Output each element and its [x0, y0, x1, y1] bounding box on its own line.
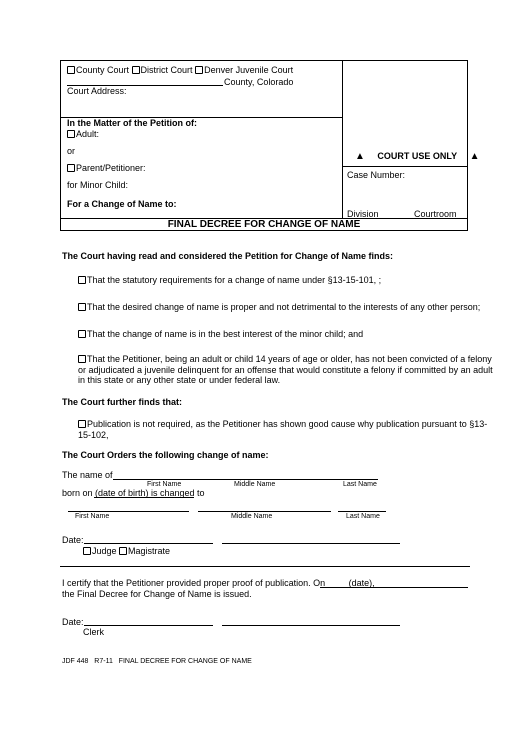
born-on-label: born on: [62, 488, 93, 498]
certify-text-2: the Final Decree for Change of Name is issued.: [62, 589, 252, 599]
new-middle-name-caption: Middle Name: [231, 513, 273, 520]
signature-date-label: Date:: [62, 535, 84, 545]
judge-checkbox[interactable]: [83, 547, 91, 555]
clerk-signature-line[interactable]: [222, 625, 400, 626]
court-address-label: Court Address:: [67, 86, 127, 96]
finding-checkbox[interactable]: [78, 303, 86, 311]
finding-item-best-interest[interactable]: That the change of name is in the best interest of the minor child; and: [78, 329, 490, 339]
caption-divider: [342, 60, 343, 218]
current-name-line[interactable]: [113, 479, 378, 480]
new-first-name-line[interactable]: [68, 511, 189, 512]
division-label: Division: [347, 209, 379, 219]
minor-child-label: for Minor Child:: [67, 180, 129, 190]
magistrate-option[interactable]: Magistrate: [119, 546, 170, 556]
or-label: or: [67, 146, 76, 156]
courtroom-label: Courtroom: [414, 209, 457, 219]
county-court-option[interactable]: County Court: [67, 65, 129, 75]
court-use-only: ▲ COURT USE ONLY ▲: [355, 151, 480, 162]
magistrate-checkbox[interactable]: [119, 547, 127, 555]
adult-option[interactable]: Adult:: [67, 129, 99, 139]
judge-option[interactable]: Judge: [83, 546, 117, 556]
publication-date-placeholder: (date),: [348, 578, 375, 588]
court-options: [67, 65, 293, 75]
case-number-label: Case Number:: [347, 170, 406, 180]
clerk-date-label: Date:: [62, 617, 84, 627]
new-last-name-caption: Last Name: [346, 513, 380, 520]
publication-checkbox[interactable]: [78, 420, 86, 428]
matter-label: In the Matter of the Petition of:: [67, 118, 197, 128]
further-heading: The Court further finds that:: [62, 397, 182, 407]
dob-changed-text: (date of birth) is changed to: [95, 488, 205, 498]
signature-date-line[interactable]: [84, 543, 213, 544]
middle-name-caption: Middle Name: [234, 481, 276, 488]
new-first-name-caption: First Name: [75, 513, 110, 520]
section-separator: [60, 566, 470, 567]
last-name-caption: Last Name: [343, 481, 377, 488]
district-court-option[interactable]: District Court: [132, 65, 193, 75]
finding-checkbox[interactable]: [78, 355, 86, 363]
judge-signature-line[interactable]: [222, 543, 400, 544]
orders-heading: The Court Orders the following change of name:: [62, 450, 269, 460]
county-court-checkbox[interactable]: [67, 66, 75, 74]
finding-checkbox[interactable]: [78, 330, 86, 338]
finding-item-proper[interactable]: That the desired change of name is proper and not detrimental to the interests of any other person;: [78, 302, 498, 312]
denver-juvenile-court-option[interactable]: Denver Juvenile Court: [195, 65, 293, 75]
form-footer: JDF 448 R7-11 FINAL DECREE FOR CHANGE OF NAME: [62, 658, 252, 665]
page-title: FINAL DECREE FOR CHANGE OF NAME: [167, 219, 361, 230]
denver-juvenile-checkbox[interactable]: [195, 66, 203, 74]
the-name-of-label: The name of: [62, 470, 113, 480]
new-middle-name-line[interactable]: [198, 511, 331, 512]
parent-checkbox[interactable]: [67, 164, 75, 172]
publication-item[interactable]: Publication is not required, as the Petitioner has shown good cause why publication pursuant to §13-15-102,: [78, 419, 488, 440]
district-court-checkbox[interactable]: [132, 66, 140, 74]
judge-magistrate-options: [83, 546, 170, 556]
parent-option[interactable]: Parent/Petitioner:: [67, 163, 146, 173]
publication-date-line[interactable]: [320, 587, 468, 588]
adult-checkbox[interactable]: [67, 130, 75, 138]
triangle-up-icon: ▲: [355, 151, 365, 162]
finding-item-no-felony[interactable]: That the Petitioner, being an adult or child 14 years of age or older, has not been convicted of a felony or adjudicated a juvenile delinquent for an offense that would constitute a felony if committed by an adult in this state or any other state or under federal law.: [78, 354, 493, 385]
first-name-caption: First Name: [147, 481, 182, 488]
clerk-date-line[interactable]: [84, 625, 213, 626]
triangle-up-icon: ▲: [469, 151, 480, 162]
certify-text: I certify that the Petitioner provided proper proof of publication. On (date),: [62, 578, 375, 588]
clerk-label: Clerk: [83, 627, 105, 637]
new-last-name-line[interactable]: [338, 511, 386, 512]
finding-item-statutory[interactable]: That the statutory requirements for a change of name under §13-15-101, ;: [78, 275, 490, 285]
court-use-divider: [342, 166, 468, 167]
findings-heading: The Court having read and considered the Petition for Change of Name finds:: [62, 251, 394, 261]
finding-checkbox[interactable]: [78, 276, 86, 284]
change-to-label: For a Change of Name to:: [67, 199, 177, 209]
dob-line[interactable]: [94, 497, 194, 498]
county-suffix: County, Colorado: [224, 77, 294, 87]
